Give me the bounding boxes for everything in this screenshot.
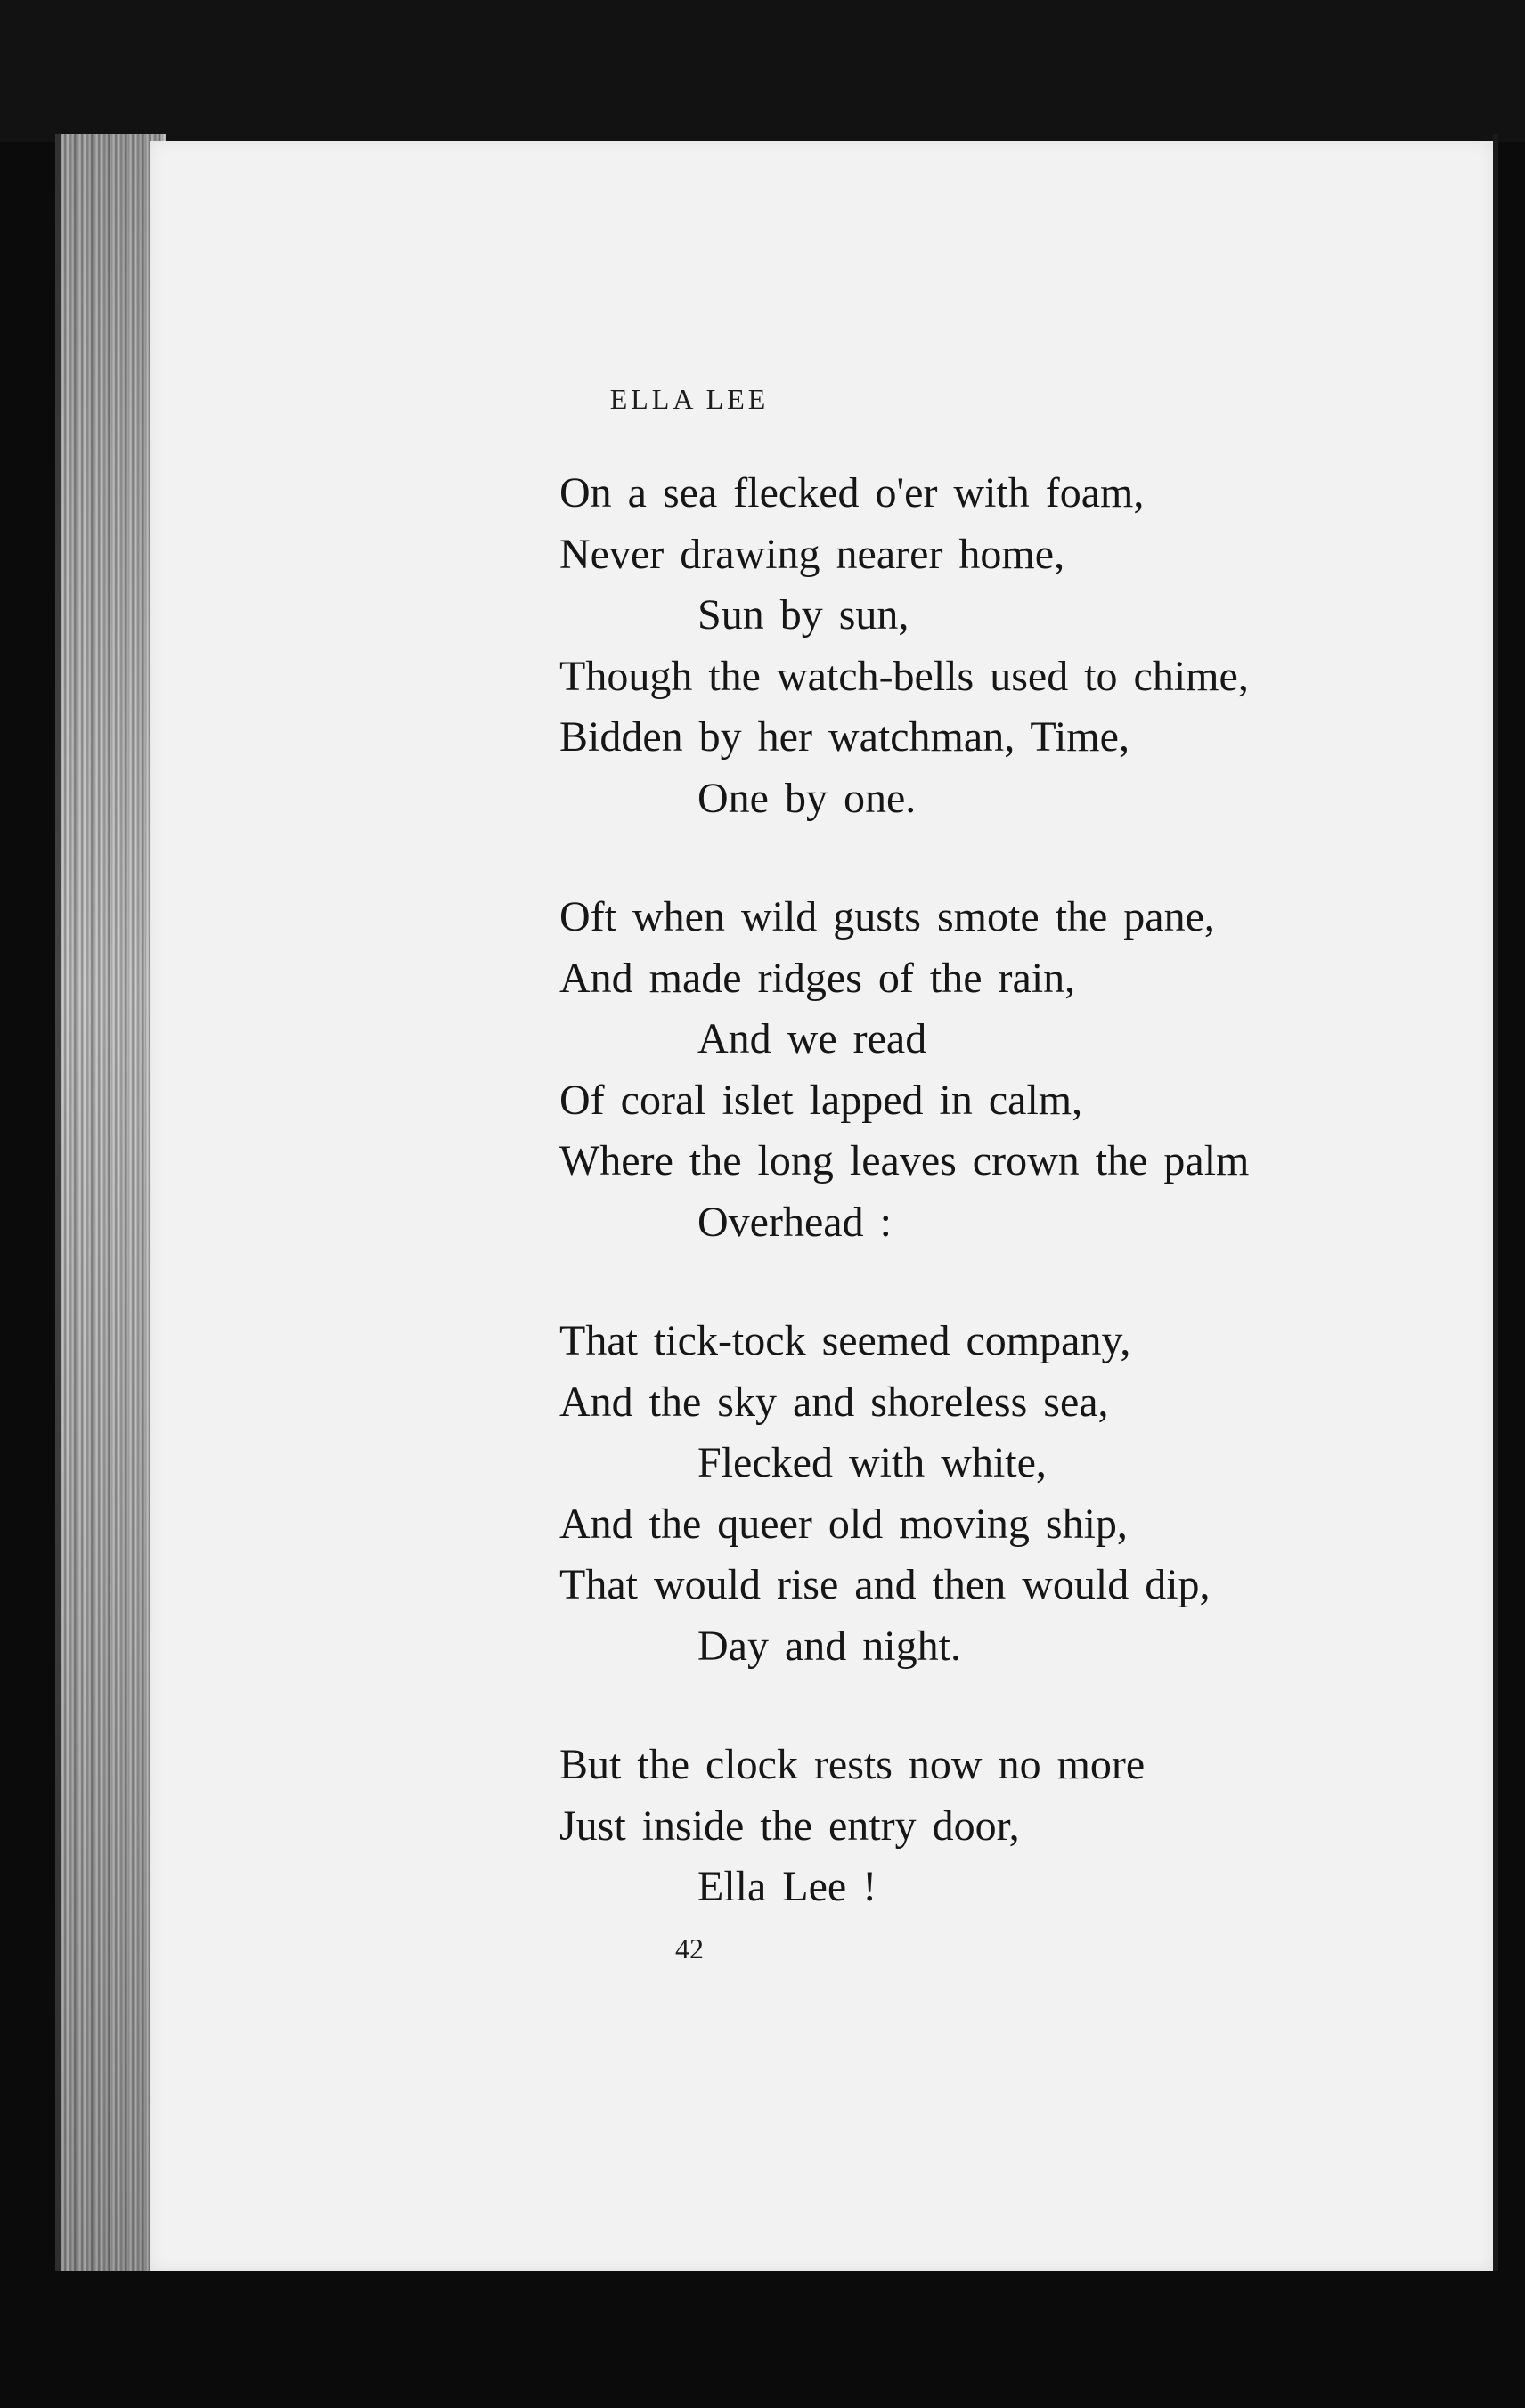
background-bottom	[0, 2271, 1525, 2408]
poem-line: Where the long leaves crown the palm	[559, 1137, 1250, 1184]
background-top	[0, 0, 1525, 142]
poem-line: Bidden by her watchman, Time,	[559, 713, 1129, 761]
poem-line: On a sea flecked o'er with foam,	[559, 469, 1145, 517]
poem-line: Of coral islet lapped in calm,	[559, 1076, 1083, 1124]
running-head: ELLA LEE	[609, 383, 770, 415]
poem-line-refrain: Sun by sun,	[697, 591, 909, 639]
poem-line-refrain: Day and night.	[697, 1622, 961, 1670]
poem-line-refrain: And we read	[697, 1015, 927, 1062]
poem-line-refrain: Ella Lee !	[697, 1863, 877, 1910]
poem-line: Just inside the entry door,	[559, 1802, 1020, 1850]
poem-line: Though the watch-bells used to chime,	[559, 652, 1249, 700]
poem-line-refrain: Overhead :	[697, 1198, 892, 1246]
poem	[559, 463, 1415, 1918]
stanza-3	[559, 1311, 1415, 1677]
poem-line: And the sky and shoreless sea,	[559, 1378, 1109, 1426]
poem-line: And the queer old moving ship,	[559, 1500, 1128, 1548]
stanza-4	[559, 1735, 1415, 1918]
poem-line-refrain: One by one.	[697, 774, 917, 822]
poem-line-refrain: Flecked with white,	[697, 1439, 1047, 1486]
poem-line: Never drawing nearer home,	[559, 530, 1065, 578]
poem-line: That tick-tock seemed company,	[559, 1317, 1131, 1364]
poem-line: Oft when wild gusts smote the pane,	[559, 893, 1215, 940]
stanza-2	[559, 887, 1415, 1253]
stanza-1	[559, 463, 1415, 829]
page-right-edge	[1493, 134, 1498, 2271]
poem-line: But the clock rests now no more	[559, 1741, 1146, 1788]
poem-line: And made ridges of the rain,	[559, 954, 1076, 1002]
poem-line: That would rise and then would dip,	[559, 1561, 1211, 1608]
page-number: 42	[675, 1932, 704, 1965]
